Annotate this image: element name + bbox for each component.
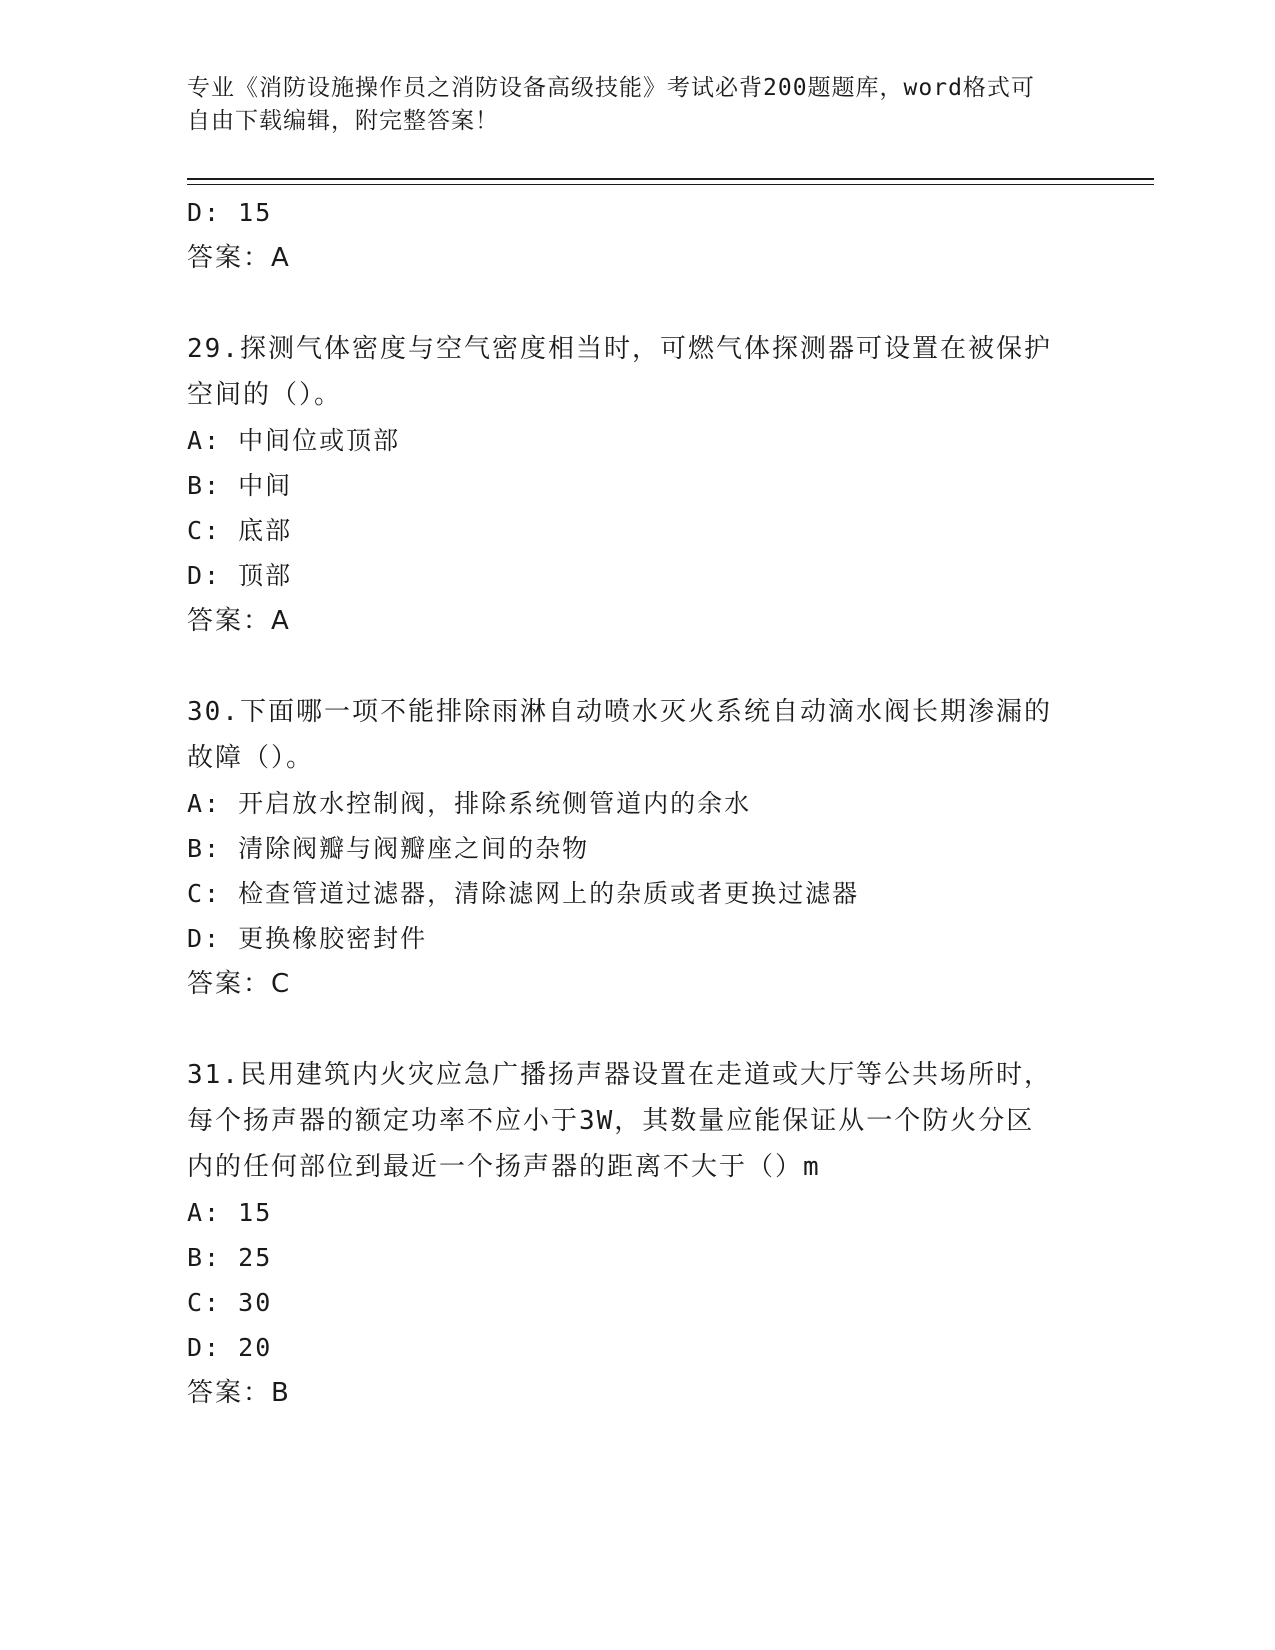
answer: 答案：B bbox=[187, 1378, 291, 1408]
option-d: D: 15 bbox=[187, 198, 273, 227]
header-line-1: 专业《消防设施操作员之消防设备高级技能》考试必背200题题库，word格式可 bbox=[187, 75, 1035, 101]
document-header bbox=[187, 72, 1067, 138]
question-text bbox=[187, 689, 1067, 781]
option-a: A: 15 bbox=[187, 1198, 273, 1227]
answer: 答案：A bbox=[187, 243, 291, 273]
header-divider bbox=[187, 178, 1154, 185]
question-text-line: 故障（）。 bbox=[187, 743, 315, 773]
question-31 bbox=[187, 1052, 1087, 1416]
option-b: B: 25 bbox=[187, 1243, 273, 1272]
question-text-line: 31.民用建筑内火灾应急广播扬声器设置在走道或大厅等公共场所时， bbox=[187, 1060, 1052, 1090]
question-text-line: 29.探测气体密度与空气密度相当时，可燃气体探测器可设置在被保护 bbox=[187, 334, 1052, 364]
option-d: D: 20 bbox=[187, 1333, 273, 1362]
document-body bbox=[187, 190, 1087, 1416]
option-c: C: 底部 bbox=[187, 516, 293, 545]
answer: 答案：A bbox=[187, 606, 291, 636]
option-c: C: 30 bbox=[187, 1288, 273, 1317]
question-text-line: 空间的（）。 bbox=[187, 380, 343, 410]
question-29 bbox=[187, 326, 1087, 644]
option-c: C: 检查管道过滤器，清除滤网上的杂质或者更换过滤器 bbox=[187, 879, 860, 908]
option-a: A: 开启放水控制阀，排除系统侧管道内的余水 bbox=[187, 789, 752, 818]
answer: 答案：C bbox=[187, 969, 292, 999]
question-text-line: 30.下面哪一项不能排除雨淋自动喷水灭火系统自动滴水阀长期渗漏的 bbox=[187, 697, 1052, 727]
option-b: B: 清除阀瓣与阀瓣座之间的杂物 bbox=[187, 834, 590, 863]
option-a: A: 中间位或顶部 bbox=[187, 426, 401, 455]
question-text bbox=[187, 326, 1067, 418]
header-line-2: 自由下载编辑，附完整答案！ bbox=[187, 108, 499, 134]
question-text-line: 内的任何部位到最近一个扬声器的距离不大于（）m bbox=[187, 1152, 821, 1182]
option-d: D: 顶部 bbox=[187, 561, 293, 590]
option-d: D: 更换橡胶密封件 bbox=[187, 924, 428, 953]
option-b: B: 中间 bbox=[187, 471, 293, 500]
question-30 bbox=[187, 689, 1087, 1007]
question-text-line: 每个扬声器的额定功率不应小于3W，其数量应能保证从一个防火分区 bbox=[187, 1106, 1035, 1136]
previous-question-tail bbox=[187, 190, 1087, 281]
question-text bbox=[187, 1052, 1067, 1190]
